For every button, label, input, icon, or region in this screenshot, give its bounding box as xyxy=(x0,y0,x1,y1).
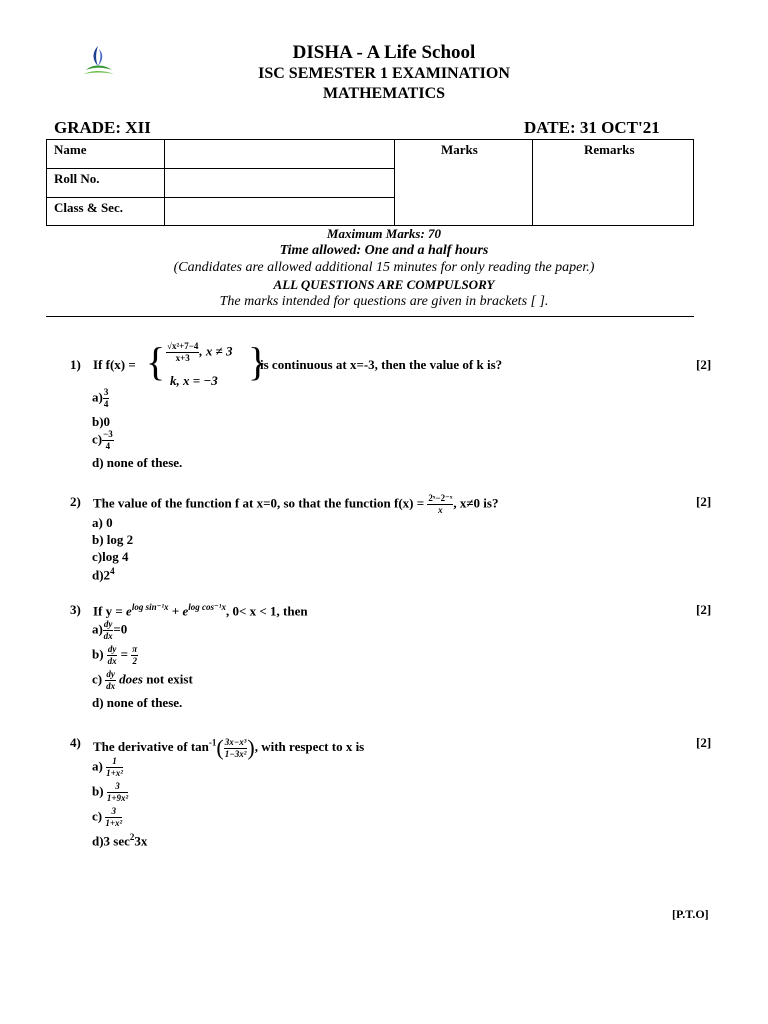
question-text: The value of the function f at x=0, so that the function f(x) = $\frac{\text{2ˣ−2⁻ˣ}}{x}$ , x≠0 is? xyxy=(93,493,499,515)
roll-label: Roll No. xyxy=(54,171,100,186)
q4-option-b[interactable]: b) $\frac{3}{\text{1+9x²}}$ xyxy=(92,781,129,803)
q3-option-d[interactable]: d) none of these. xyxy=(92,695,183,710)
q3-option-c[interactable]: c) $\frac{dy}{dx}$ does not exist xyxy=(92,669,193,691)
question-number: 4) xyxy=(70,735,81,750)
q4-option-c[interactable]: c) $\frac{3}{\text{1+x²}}$ xyxy=(92,806,123,828)
q1-option-b[interactable]: b)0 xyxy=(92,414,111,429)
marks-cell[interactable] xyxy=(394,139,533,226)
brackets-note: The marks intended for questions are given in brackets [ ]. xyxy=(219,294,549,309)
question-text: If $y = e^{log sin^{-1}x} + e^{log cos^{-1}x}$, 0< x < 1, then xyxy=(93,602,308,619)
question-2 xyxy=(0,484,768,514)
marks-label: Marks xyxy=(441,142,478,157)
q3-option-b[interactable]: b) $\frac{dy}{dx}$ = $\frac{\pi}{2}$ xyxy=(92,644,138,666)
compulsory-note: ALL QUESTIONS ARE COMPULSORY xyxy=(273,277,495,292)
question-4 xyxy=(0,726,768,758)
right-brace: } xyxy=(248,339,268,384)
q2-option-c[interactable]: c)log 4 xyxy=(92,549,129,564)
remarks-cell[interactable] xyxy=(532,139,694,226)
q2-option-b[interactable]: b) log 2 xyxy=(92,532,134,547)
q1-option-c[interactable]: c) $\frac{-3}{4}$ xyxy=(92,429,113,451)
grade-label: GRADE: XII xyxy=(54,118,151,137)
arctan-fraction: $\frac{\text{3x−x³}}{\text{1−3x²}}$ xyxy=(224,736,247,759)
q4-option-d[interactable]: d)3 $\sec^23x$ xyxy=(92,832,148,849)
name-field[interactable] xyxy=(164,139,395,169)
question-prefix: If f(x) = xyxy=(93,357,136,372)
name-label-cell xyxy=(46,139,165,169)
roll-field[interactable] xyxy=(164,168,395,198)
q1-option-a[interactable]: a) $\frac{3}{4}$ xyxy=(92,387,109,409)
time-allowed: Time allowed: One and a half hours xyxy=(279,243,489,258)
page-turn-over: [P.T.O] xyxy=(672,907,709,921)
q3-option-a[interactable]: a) $\frac{dy}{dx}$ =0 xyxy=(92,619,128,641)
question-marks: [2] xyxy=(696,602,712,617)
question-1 xyxy=(0,340,768,388)
remarks-label: Remarks xyxy=(584,142,635,157)
roll-label-cell xyxy=(46,168,165,198)
question-3 xyxy=(0,596,768,620)
class-field[interactable] xyxy=(164,197,395,226)
piecewise-case-2: k, x = −3 xyxy=(170,373,218,388)
question-text: The derivative of $\tan^{-1}$( $\frac{\text{3x−x³}}{\text{1−3x²}}$ ), with respect to x is xyxy=(93,735,365,760)
school-name: DISHA - A Life School xyxy=(292,42,476,63)
class-label-cell xyxy=(46,197,165,226)
q1-option-d[interactable]: d) none of these. xyxy=(92,455,183,470)
q4-option-a[interactable]: a) $\frac{1}{\text{1+x²}}$ xyxy=(92,756,123,778)
exam-title: ISC SEMESTER 1 EXAMINATION xyxy=(258,65,510,82)
question-number: 3) xyxy=(70,602,81,617)
q2-option-a[interactable]: a) 0 xyxy=(92,515,113,530)
question-number: 1) xyxy=(70,357,81,372)
function-fraction: $\frac{\text{2ˣ−2⁻ˣ}}{x}$ xyxy=(428,493,453,515)
date-label: DATE: 31 OCT'21 xyxy=(524,118,660,137)
left-brace: { xyxy=(146,339,166,384)
max-marks: Maximum Marks: 70 xyxy=(326,226,442,241)
question-marks: [2] xyxy=(696,357,712,372)
question-number: 2) xyxy=(70,494,81,509)
q2-option-d[interactable]: $d)2^4$ xyxy=(92,566,115,583)
piecewise-case-1: $\frac{\text{√x²+7−4}}{x+3}$ , x ≠ 3 xyxy=(167,341,233,363)
reading-time-note: (Candidates are allowed additional 15 minutes for only reading the paper.) xyxy=(173,260,595,275)
name-label: Name xyxy=(54,142,87,157)
question-marks: [2] xyxy=(696,494,712,509)
class-label: Class & Sec. xyxy=(54,200,123,215)
student-info-table xyxy=(46,139,694,226)
piece-fraction: $\frac{\text{√x²+7−4}}{x+3}$ xyxy=(167,341,199,363)
question-marks: [2] xyxy=(696,735,712,750)
divider xyxy=(46,316,694,317)
subject-title: MATHEMATICS xyxy=(322,85,446,102)
question-suffix: is continuous at x=-3, then the value of k is? xyxy=(260,357,503,372)
